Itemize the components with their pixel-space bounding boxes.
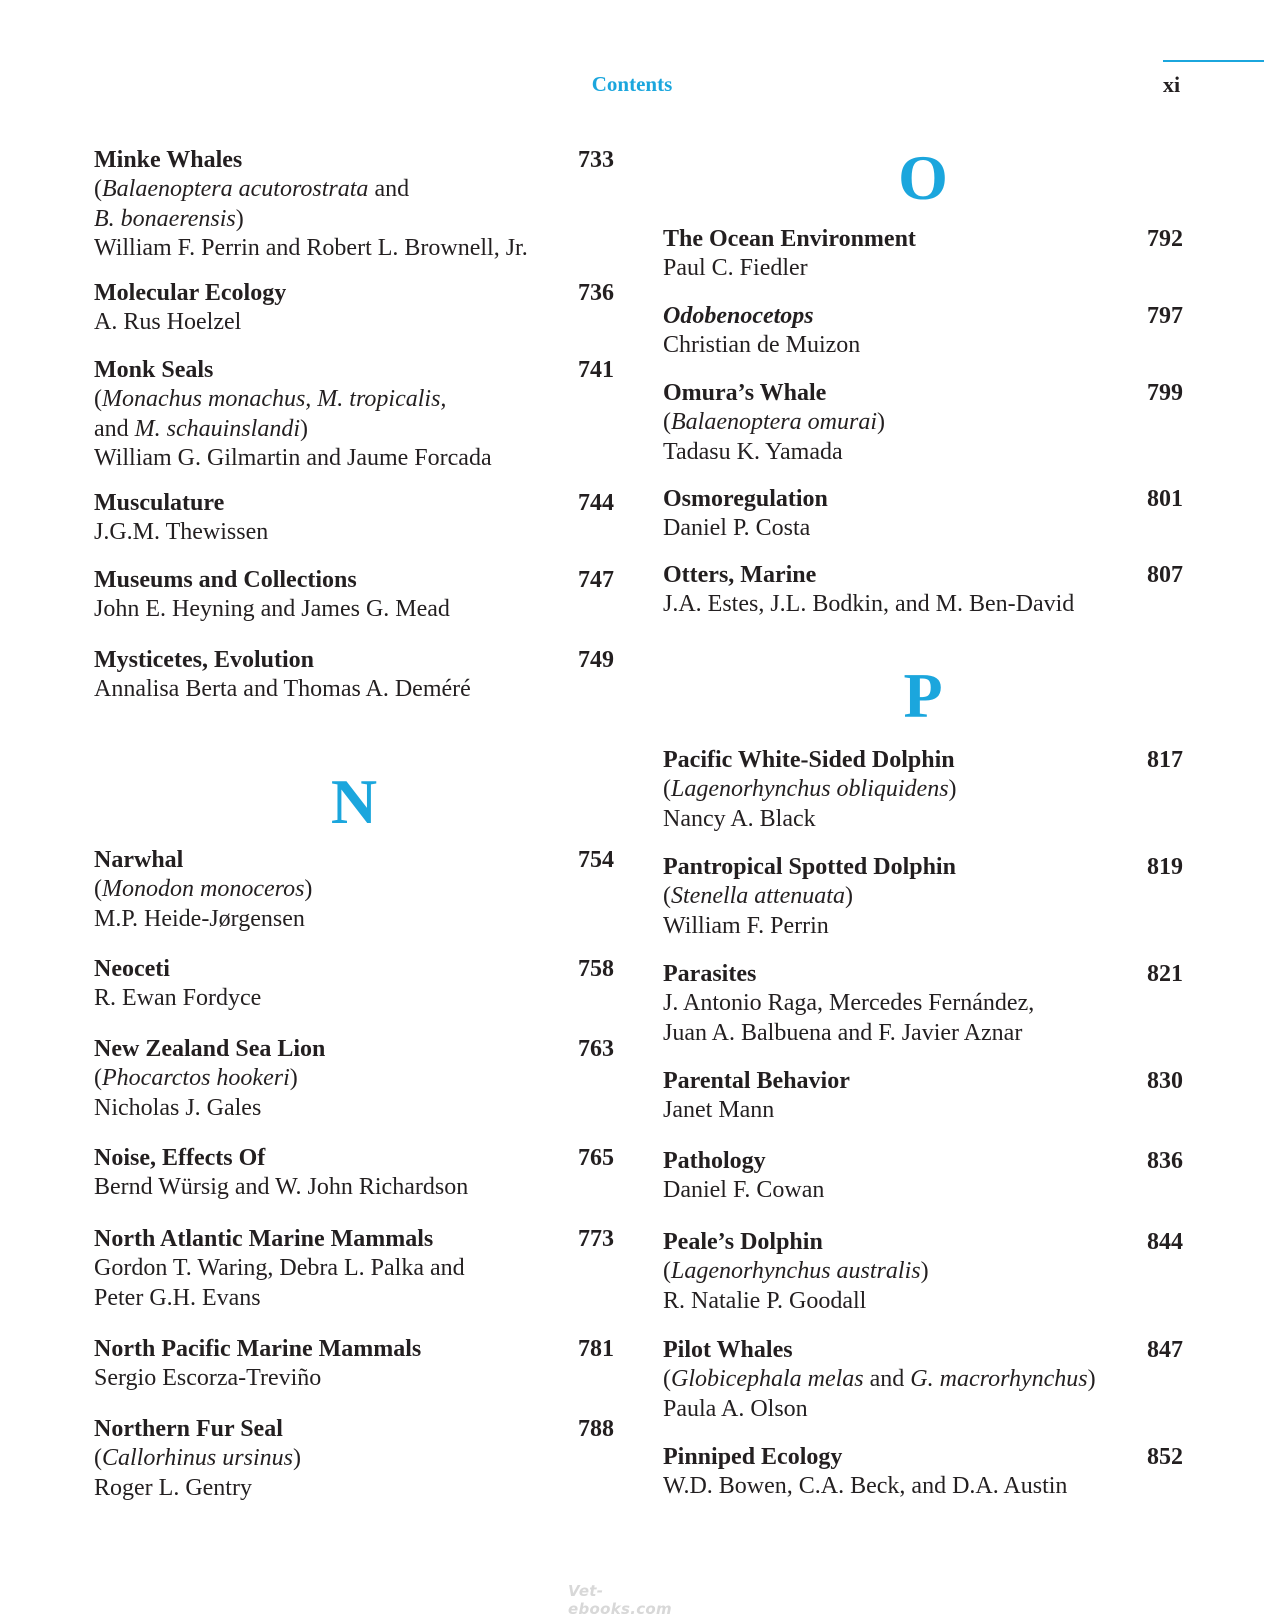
toc-entry[interactable]	[94, 1335, 614, 1394]
toc-entry[interactable]	[663, 853, 1183, 941]
entry-detail-line: Juan A. Balbuena and F. Javier Aznar	[663, 1019, 1023, 1046]
entry-page-number: 758	[578, 956, 614, 982]
toc-entry[interactable]	[663, 1336, 1183, 1424]
entry-detail-line: Annalisa Berta and Thomas A. Deméré	[94, 676, 471, 702]
entry-detail-line: B. bonaerensis)	[94, 205, 244, 232]
entry-detail-line: Sergio Escorza-Treviño	[94, 1365, 322, 1391]
toc-entry[interactable]	[663, 1147, 1183, 1206]
entry-title: Neoceti	[94, 956, 170, 982]
toc-entry[interactable]	[94, 646, 614, 705]
entry-title: Musculature	[94, 490, 225, 516]
entry-detail-line: Paula A. Olson	[663, 1395, 808, 1422]
toc-entry[interactable]	[663, 746, 1183, 834]
toc-entry[interactable]	[94, 1144, 614, 1203]
entry-page-number: 792	[1147, 226, 1183, 252]
entry-detail-line: Paul C. Fiedler	[663, 255, 808, 281]
entry-title: Otters, Marine	[663, 562, 817, 588]
entry-title: Odobenocetops	[663, 303, 814, 329]
entry-detail-line: Roger L. Gentry	[94, 1474, 252, 1501]
section-letter-n: N	[330, 766, 378, 837]
entry-detail-line: A. Rus Hoelzel	[94, 309, 242, 335]
entry-title: The Ocean Environment	[663, 226, 916, 252]
toc-entry[interactable]	[94, 1415, 614, 1503]
entry-page-number: 765	[578, 1145, 614, 1171]
entry-detail-line: (Lagenorhynchus obliquidens)	[663, 776, 957, 802]
entry-page-number: 736	[578, 280, 614, 306]
entry-page-number: 781	[578, 1336, 614, 1362]
entry-detail-line: William F. Perrin and Robert L. Brownell, Jr.	[94, 235, 528, 261]
toc-entry[interactable]	[663, 960, 1183, 1048]
entry-title: Minke Whales	[94, 147, 243, 173]
entry-page-number: 741	[578, 357, 614, 383]
entry-detail-line: J.G.M. Thewissen	[94, 519, 269, 545]
toc-entry[interactable]	[94, 566, 614, 625]
entry-title: Parental Behavior	[663, 1068, 850, 1094]
entry-detail-line: and M. schauinslandi)	[94, 415, 308, 442]
entry-title: Noise, Effects Of	[94, 1145, 266, 1171]
toc-entry[interactable]	[94, 279, 614, 338]
watermark: Vet-ebooks.com	[568, 1582, 672, 1618]
page-number: xi	[1163, 72, 1181, 97]
toc-entry[interactable]	[94, 955, 614, 1014]
entry-title: Pilot Whales	[663, 1337, 793, 1363]
entry-detail-line: (Monodon monoceros)	[94, 876, 313, 902]
entry-page-number: 817	[1147, 747, 1183, 773]
toc-entry[interactable]	[94, 1225, 614, 1313]
entry-title: Pacific White-Sided Dolphin	[663, 747, 955, 773]
entry-title: Narwhal	[94, 847, 184, 873]
entry-title: Museums and Collections	[94, 567, 357, 593]
entry-detail-line: (Globicephala melas and G. macrorhynchus)	[663, 1366, 1096, 1392]
toc-entry[interactable]	[663, 302, 1183, 361]
entry-detail-line: (Lagenorhynchus australis)	[663, 1258, 929, 1284]
section-letter-o: O	[898, 142, 948, 213]
entry-detail-line: Bernd Würsig and W. John Richardson	[94, 1174, 469, 1200]
entry-title: Pathology	[663, 1148, 766, 1174]
toc-entry[interactable]	[94, 356, 614, 474]
toc-entry[interactable]	[663, 485, 1183, 544]
entry-detail-line: William F. Perrin	[663, 912, 829, 939]
entry-page-number: 844	[1147, 1229, 1183, 1255]
entry-detail-line: (Balaenoptera omurai)	[663, 409, 885, 435]
entry-detail-line: Christian de Muizon	[663, 332, 861, 358]
entry-page-number: 847	[1147, 1337, 1183, 1363]
entry-detail-line: W.D. Bowen, C.A. Beck, and D.A. Austin	[663, 1473, 1068, 1499]
entry-detail-line: Gordon T. Waring, Debra L. Palka and	[94, 1255, 465, 1281]
entry-detail-line: (Monachus monachus, M. tropicalis,	[94, 386, 447, 412]
header-rule	[1163, 60, 1264, 62]
entry-page-number: 763	[578, 1036, 614, 1062]
entry-page-number: 852	[1147, 1444, 1183, 1470]
entry-detail-line: R. Natalie P. Goodall	[663, 1287, 867, 1314]
toc-entry[interactable]	[94, 489, 614, 548]
entry-page-number: 797	[1147, 303, 1183, 329]
entry-detail-line: Tadasu K. Yamada	[663, 438, 843, 465]
entry-page-number: 754	[578, 847, 614, 873]
entry-detail-line: Daniel F. Cowan	[663, 1177, 825, 1203]
entry-title: Pantropical Spotted Dolphin	[663, 854, 956, 880]
entry-page-number: 799	[1147, 380, 1183, 406]
entry-detail-line: William G. Gilmartin and Jaume Forcada	[94, 445, 492, 471]
section-letter-p: P	[903, 660, 943, 731]
toc-entry[interactable]	[663, 1228, 1183, 1316]
entry-page-number: 821	[1147, 961, 1183, 987]
entry-detail-line: J.A. Estes, J.L. Bodkin, and M. Ben-David	[663, 591, 1075, 617]
entry-title: Omura’s Whale	[663, 380, 827, 406]
entry-title: Osmoregulation	[663, 486, 828, 512]
entry-title: North Pacific Marine Mammals	[94, 1336, 422, 1362]
entry-page-number: 744	[578, 490, 614, 516]
entry-detail-line: Nicholas J. Gales	[94, 1094, 262, 1121]
entry-detail-line: (Phocarctos hookeri)	[94, 1065, 298, 1091]
toc-entry[interactable]	[663, 379, 1183, 467]
toc-entry[interactable]	[663, 1443, 1183, 1502]
entry-detail-line: Peter G.H. Evans	[94, 1284, 261, 1311]
toc-entry[interactable]	[94, 146, 614, 264]
entry-page-number: 749	[578, 647, 614, 673]
entry-title: Pinniped Ecology	[663, 1444, 843, 1470]
entry-detail-line: (Balaenoptera acutorostrata and	[94, 176, 410, 202]
entry-page-number: 819	[1147, 854, 1183, 880]
entry-title: Mysticetes, Evolution	[94, 647, 314, 673]
entry-page-number: 747	[578, 567, 614, 593]
entry-page-number: 801	[1147, 486, 1183, 512]
entry-detail-line: Daniel P. Costa	[663, 515, 811, 541]
running-head: Contents	[591, 72, 673, 96]
entry-title: North Atlantic Marine Mammals	[94, 1226, 434, 1252]
entry-detail-line: R. Ewan Fordyce	[94, 985, 262, 1011]
entry-title: Northern Fur Seal	[94, 1416, 283, 1442]
toc-entry[interactable]	[663, 225, 1183, 284]
toc-entry[interactable]	[663, 561, 1183, 620]
entry-page-number: 836	[1147, 1148, 1183, 1174]
entry-title: Monk Seals	[94, 357, 214, 383]
entry-title: New Zealand Sea Lion	[94, 1036, 326, 1062]
toc-entry[interactable]	[94, 846, 614, 934]
toc-entry[interactable]	[94, 1035, 614, 1123]
entry-title: Parasites	[663, 961, 757, 987]
entry-page-number: 773	[578, 1226, 614, 1252]
entry-detail-line: John E. Heyning and James G. Mead	[94, 596, 450, 622]
entry-page-number: 830	[1147, 1068, 1183, 1094]
entry-detail-line: Janet Mann	[663, 1097, 775, 1123]
entry-detail-line: (Stenella attenuata)	[663, 883, 853, 909]
entry-detail-line: Nancy A. Black	[663, 805, 816, 832]
entry-page-number: 733	[578, 147, 614, 173]
entry-page-number: 807	[1147, 562, 1183, 588]
entry-detail-line: J. Antonio Raga, Mercedes Fernández,	[663, 990, 1035, 1016]
entry-title: Peale’s Dolphin	[663, 1229, 823, 1255]
entry-detail-line: M.P. Heide-Jørgensen	[94, 905, 305, 932]
toc-entry[interactable]	[663, 1067, 1183, 1126]
entry-detail-line: (Callorhinus ursinus)	[94, 1445, 301, 1471]
entry-page-number: 788	[578, 1416, 614, 1442]
entry-title: Molecular Ecology	[94, 280, 287, 306]
